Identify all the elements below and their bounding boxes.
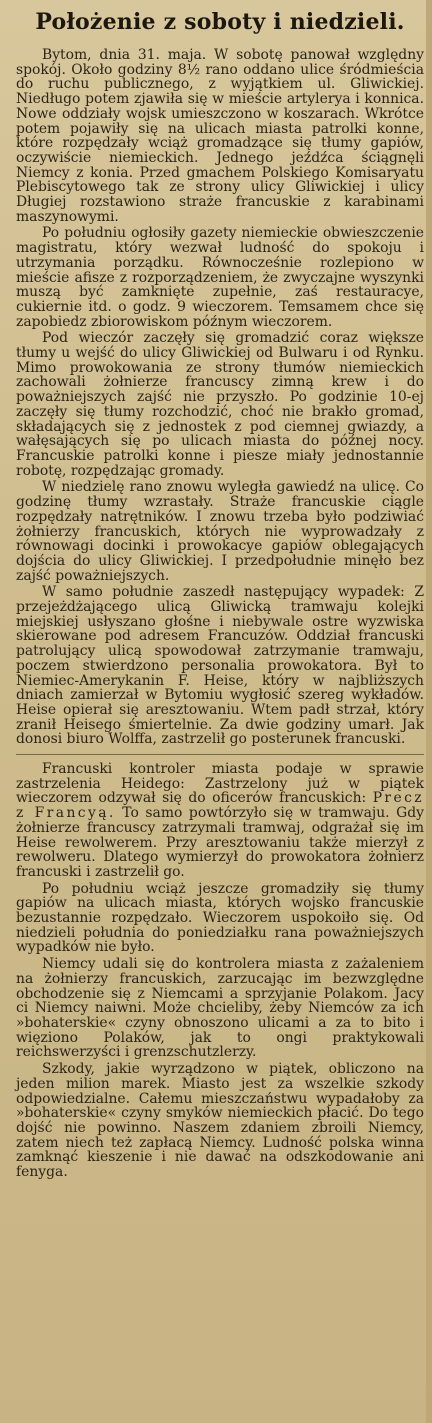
paragraph-8: Niemcy udali się do kontrolera miasta z zażaleniem na żołnierzy francuskich, zarzucając im bezwzględne obchodzenie się z Niemcami a sprzyjanie Polakom. Jacy ci Niemcy naiwni. Może chcieliby, żeby Niemców za ich »bohaterskie« czyny obnoszono ulicami a za to bito i więziono Polaków, jak to ongi praktykowali reichswerzyści i grenzschutzlerzy. bbox=[16, 956, 424, 1061]
paragraph-4: W niedzielę rano znowu wyległa gawiedź na ulicę. Co godzinę tłumy wzrastały. Straże francuskie ciągle rozpędzały natrętników. I znowu trzeba było podziwiać żołnierzy francuskich, których nie wyprowadzały z równowagi docinki i prowokacye gapiów oblegających dojścia do ulicy Gliwickiej. I przedpołudnie minęło bez zajść poważniejszych. bbox=[16, 479, 424, 584]
section-divider bbox=[16, 754, 424, 755]
paragraph-5: W samo południe zaszedł następujący wypadek: Z przejeżdżającego ulicą Gliwicką tramwaju kolejki miejskiej usłyszano głośne i niebywale ostre wyzwiska skierowane pod adresem Francuzów. Oddział francuski patrolujący ulicą spowodował zatrzymanie tramwaju, poczem stwierdzono personalia prowokatora. Był to Niemiec-Amerykanin F. Heise, który w najbliższych dniach zamierzał w Bytomiu wygłosić szereg wykładów. Heise opierał się aresztowaniu. Wtem padł strzał, który zranił Heisego śmiertelnie. Za dwie godziny umarł. Jak donosi biuro Wolffa, zastrzelił go posterunek francuski. bbox=[16, 584, 424, 748]
paragraph-6-text: Francuski kontroler miasta podaje w sprawie zastrzelenia Heidego: Zastrzelony już w piątek wieczorem odzywał się do oficerów francuskich: bbox=[16, 761, 424, 807]
paragraph-9: Szkody, jakie wyrządzono w piątek, obliczono na jeden milion marek. Miasto jest za wszelkie szkody odpowiedzialne. Całemu mieszczaństwu wypadałoby za »bohaterskie« czyny smyków niemieckich płacić. Do tego dojść nie powinno. Naszem zdaniem zbroili Niemcy, zatem niech też zapłacą Niemcy. Ludność polska winna zamknąć kieszenie i nie dawać na odszkodowanie ani fenyga. bbox=[16, 1061, 424, 1181]
paragraph-6-continued: To samo powtórzyło się w tramwaju. Gdy żołnierze francuscy zatrzymali tramwaj, odgrażał się im Heise rewolwerem. Przy aresztowaniu także mierzył z rewolweru. Dlatego wymierzył do prowokatora żołnierz francuski i zastrzelił go. bbox=[16, 805, 424, 880]
quote-precz-z-francya: Precz z Francyą. bbox=[16, 790, 424, 822]
paragraph-3: Pod wieczór zaczęły się gromadzić coraz większe tłumy u wejść do ulicy Gliwickiej od Bulwaru i od Rynku. Mimo prowokowania ze strony tłumów niemieckich zachowali żołnierze francuscy zimną krew i do poważniejszych zajść nie przyszło. Po godzinie 10-ej zaczęły się tłumy rozchodzić, choć nie brakło gromad, składających się z jednostek z pod ciemnej gwiazdy, a wałęsających się po ulicach miasta do późnej nocy. Francuskie patrolki konne i piesze miały jednostannie robotę, rozpędzając gromady. bbox=[16, 330, 424, 479]
paragraph-6 bbox=[16, 762, 424, 880]
paragraph-1: Bytom, dnia 31. maja. W sobotę panował względny spokój. Około godziny 8½ rano oddano ulice śródmieścia do ruchu publicznego, z wyjątkiem ul. Gliwickiej. Niedługo potem zjawiła się w mieście artylerya i konnica. Nowe oddziały wojsk umieszczono w koszarach. Wkrótce potem pojawiły się na ulicach miasta patrolki konne, które rozpędzały wciąż gromadzące się tłumy gapiów, oczywiście niemieckich. Jednego jeźdźca ściągnęli Niemcy z konia. Przed gmachem Polskiego Komisaryatu Plebiscytowego tak ze strony ulicy Gliwickiej i ulicy Długiej rozstawiono straże francuskie z karabinami maszynowymi. bbox=[16, 47, 424, 225]
article-section-2 bbox=[16, 762, 424, 1180]
article-title: Położenie z soboty i niedzieli. bbox=[35, 9, 405, 35]
article-section-1 bbox=[16, 48, 424, 747]
paragraph-7: Po południu wciąż jeszcze gromadziły się tłumy gapiów na ulicach miasta, których wojsko francuskie bezustannie rozpędzało. Wieczorem uspokoiło się. Od niedzieli południa do poniedziałku rana poważniejszych wypadków nie było. bbox=[16, 880, 424, 956]
page-edge bbox=[426, 0, 432, 1423]
paragraph-2: Po południu ogłosiły gazety niemieckie obwieszczenie magistratu, który wezwał ludność do spokoju i utrzymania porządku. Równocześnie rozlepiono w mieście afisze z rozporządzeniem, że zwyczajne wyszynki muszą być zamknięte zupełnie, zaś restauracye, cukiernie itd. o godz. 9 wieczorem. Temsamem chce się zapobiedz zbiorowiskom późnym wieczorem. bbox=[16, 225, 424, 330]
